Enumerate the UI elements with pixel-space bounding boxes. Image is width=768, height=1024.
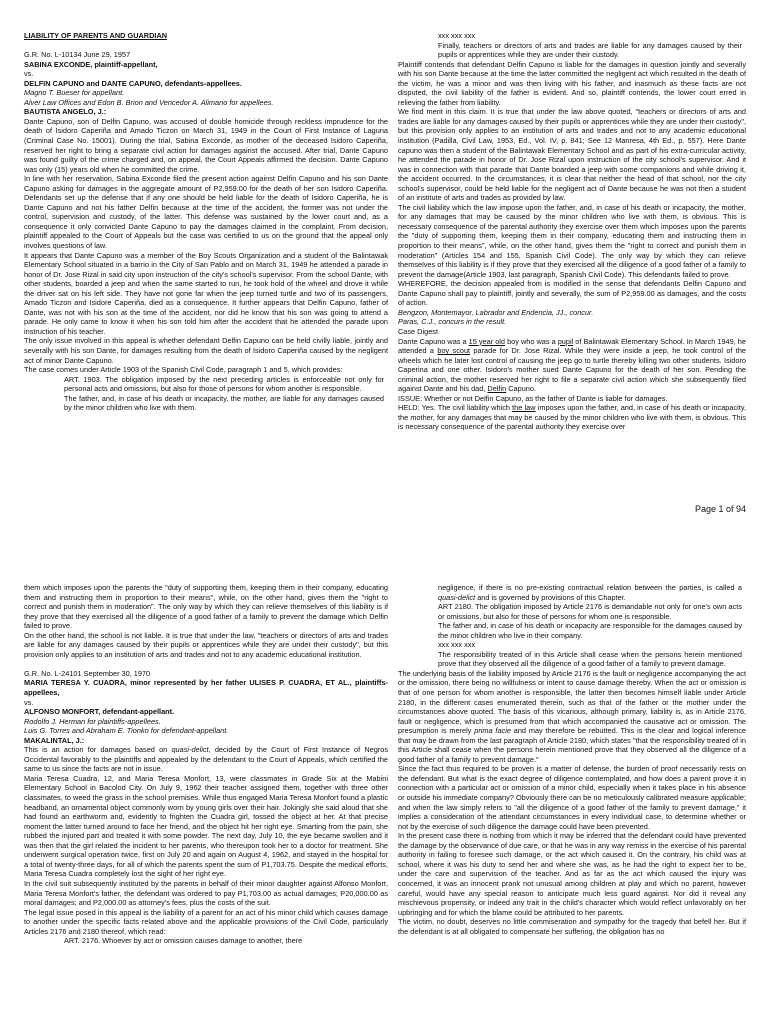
- paragraph: negligence, if there is no pre-existing contractual relation between the parties, is called a quasi-delict and is governed by provisions of this Chapter.: [438, 583, 742, 602]
- paragraph: Dante Capuno was a 15 year old boy who was a pupil of Balintawak Elementary School. In March 1949, he attended a boy scout parade for Dr. Jose Rizal. While they were inside a jeep, he took control of the wheels which he later lost control of causing the jeep go to turtle thereby killing two other students. Isidoro Caperina and one other. Isidoro's mother sued Dante Capuno for the death of her son. Pending the criminal action, the mother reserved her right to file a separate civil action which she subsequently filed against Dante and his dad, Delfin Capuno.: [398, 336, 746, 394]
- paragraph: LIABILITY OF PARENTS AND GUARDIAN: [24, 31, 168, 40]
- paragraph: SABINA EXCONDE, plaintiff-appellant,: [24, 59, 158, 69]
- paragraph: DELFIN CAPUNO and DANTE CAPUNO, defendants-appellees.: [24, 78, 242, 88]
- paragraph: Maria Teresa Cuadra, 12, and Maria Teresa Monfort, 13, were classmates in Grade Six at the Mabini Elementary School in Bacolod City. On July 9, 1962 their teacher assigned them, together with three other classmates, to weed the grass in the school premises. While thus engaged Maria Teresa Monfort found a plastic headband, an ornamental object commonly worn by young girls over their hair. Jokingly she said aloud that she had found an earthworm and, evidently to frighten the Cuadra girl, tossed the object at her. At that precise moment the latter turned around to face her friend, and the object hit her right eye. Smarting from the pain, she rubbed the injured part and treated it with some powder. The next day, July 10, the eye became swollen and it was then that the girl related the incident to her parents, who thereupon took her to a doctor for treatment. She underwent surgical operation twice, first on July 20 and again on August 4, 1962, and stayed in the hospital for a total of twenty-three days, for all of which the parents spent the sum of P1,703.75. Despite the medical efforts, Maria Teresa Cuadra completely lost the sight of her right eye.: [24, 773, 388, 879]
- paragraph: The only issue involved in this appeal is whether defendant Delfin Capuno can be held civilly liable, jointly and severally with his son Dante, for damages resulting from the death of Isidoro Caperiña caused by the negligent act of minor Dante Capuno.: [24, 336, 388, 365]
- paragraph: G.R. No. L-10134 June 29, 1957: [24, 50, 131, 60]
- page-number: Page 1 of 94: [694, 504, 746, 514]
- paragraph: In the civil suit subsequently instituted by the parents in behalf of their minor daughter against Alfonso Monfort, Maria Teresa Monfort's father, the defendant was ordered to pay P1,703.00 as actual damages; P20,000.00 as moral damages; and P2,000.00 as attorney's fees, plus the costs of the suit.: [24, 878, 388, 908]
- paragraph: The responsibility treated of in this Article shall cease when the persons herein mentioned prove that they observed all the diligence of a good father of a family to prevent damage.: [438, 649, 742, 669]
- page2-right-column: [398, 583, 746, 936]
- paragraph: [24, 659, 388, 669]
- paragraph: We find merit in this claim. It is true that under the law above quoted, "teachers or directors of arts and trades are liable for any damages caused by their pupils or apprentices while they are under their custody", but this provision only applies to an institution of arts and trades and not to any academic educational institution (Padilla, Civil Law, 1953, Ed., Vol. IV, p. 841; See 12 Manresa, 4th Ed., p. 557). Here Dante capuno was then a student of the Balintawak Elementary School and as part of his extra-curricular activity, he attended the parade in honor of Dr. Jose Rizal upon instruction of the city school's supervisor. And it was in connection with that parade that Dante boarded a jeep with some companions and while driving it, the accident occurred. In the circumstances, it is clear that neither the head of that school, nor the city school's supervisor, could be held liable for the negligent act of Dante because he was not then a student of an institute of arts and trades as provided by law.: [398, 107, 746, 203]
- paragraph: In line with her reservation, Sabina Exconde filed the present action against Delfin Capuno and his son Dante Capuno asking for damages in the aggregate amount of P2,959.00 for the death of her son Isidoro Caperiña. Defendants set up the defense that if any one should be held liable for the death of Isidoro Caperiña, he is Dante Capuno and not his father Delfin because at the time of the accident, the former was not under the control, supervision and custody, of the latter. This defense was sustained by the lower court and, as a consequence it only convicted Dante Capuno to pay the damages claimed in the complaint. From decision, plaintiff appealed to the Court of Appeals but the case was certified to us on the ground that the appeal only involves questions of law.: [24, 174, 388, 250]
- paragraph: ALFONSO MONFORT, defendant-appellant.: [24, 707, 175, 717]
- page-gap: [0, 528, 768, 569]
- paragraph: BAUTISTA ANGELO, J.:: [24, 107, 107, 117]
- paragraph: The case comes under Article 1903 of the Spanish Civil Code, paragraph 1 and 5, which provides:: [24, 365, 343, 375]
- paragraph: them which imposes upon the parents the "duty of supporting them, keeping them in their company, educating them and instructing them in proportion to their means", while, on the other hand, gives them the "right to correct and punish them in moderation". The only way by which they can relieve themselves of this liability is if they prove that they exercised all the diligence of a good father of a family to prevent the damage which Delfin failed to prove.: [24, 583, 388, 631]
- paragraph: The father and, in case of his death or incapacity are responsible for the damages caused by the minor children who live in their company.: [438, 621, 742, 640]
- paragraph: MARIA TERESA Y. CUADRA, minor represented by her father ULISES P. CUADRA, ET AL., plaintiffs-appellees,: [24, 678, 388, 698]
- paragraph: Plaintiff contends that defendant Delfin Capuno is liable for the damages in question jointly and severally with his son Dante because at the time the latter committed the negligent act which resulted in the death of the victim, he was a minor and was then living with his father, and inasmuch as these facts are not disputed, the civil liability of the father is evident. And so, plaintiff contends, the lower court erred in relieving the father from liability.: [398, 59, 746, 107]
- paragraph: Paras, C.J., concurs in the result.: [398, 317, 507, 327]
- paragraph: Finally, teachers or directors of arts and trades are liable for any damages caused by their pupils or apprentices while they are under their custody.: [438, 40, 742, 60]
- paragraph: G.R. No. L-24101 September 30, 1970: [24, 668, 151, 678]
- paragraph: Case Digest: [398, 326, 438, 336]
- paragraph: ART 2180. The obligation imposed by Article 2176 is demandable not only for one's own acts or omissions, but also for those of persons for whom one is responsible.: [438, 602, 742, 621]
- paragraph: Rodolfo J. Herman for plaintiffs-appellees.: [24, 716, 161, 726]
- paragraph: xxx xxx xxx: [438, 31, 476, 40]
- paragraph: The father, and, in case of his death or incapacity, the mother, are liable for any damages caused by the minor children who live with them.: [64, 393, 384, 413]
- paragraph: ISSUE: Whether or not Delfin Capuno, as the father of Dante is liable for damages.: [398, 393, 668, 403]
- paragraph: Alver Law Offices and Edon B. Brion and Vencedor A. Alimario for appellees.: [24, 97, 274, 107]
- paragraph: xxx xxx xxx: [438, 640, 476, 650]
- paragraph: This is an action for damages based on quasi-delict, decided by the Court of First Instance of Negros Occidental favorably to the plaintiffs and appealed by the defendant to the Court of Appeals, which certified the same to us since the facts are not in issue.: [24, 745, 388, 774]
- paragraph: The victim, no doubt, deserves no little commiseration and sympathy for the tragedy that befell her. But if the defendant is at all obligated to compensate her suffering, the obligation has no: [398, 917, 746, 936]
- paragraph: The civil liability which the law impose upon the father, and, in case of his death or incapacity, the mother, for any damages that may be caused by the minor children who live with them, is obvious. This is necessary consequence of the parental authority they exercise over them which imposes upon the parents the "duty of supporting them, keeping them in their company, educating them and instructing them in proportion to their means", while, on the other hand, gives them the "right to correct and punish them in moderation" (Articles 154 and 155, Spanish Civil Code). The only way by which they can relieve themselves of this liability is if they prove that they exercised all the diligence of a good father of a family to prevent the damage(Article 1903, last paragraph, Spanish Civil Code). This defendants failed to prove.: [398, 202, 746, 279]
- paragraph: HELD: Yes. The civil liability which the law imposes upon the father, and, in case of his death or incapacity, the mother, for any damages that may be caused by the minor children who live with them, is obvious. This is necessary consequence of the parental authority they exercise over: [398, 403, 746, 432]
- page1-right-column: [398, 31, 746, 432]
- paragraph: vs.: [24, 697, 34, 707]
- page2-left-column: [24, 583, 388, 946]
- paragraph: Bengzon, Montemayor, Labrador and Endencia, JJ., concur.: [398, 307, 594, 317]
- paragraph: Since the fact thus required to be proven is a matter of defense, the burden of proof necessarily rests on the defendant. But what is the exact degree of diligence contemplated, and how does a parent prove it in connection with a particular act or omission of a minor child, especially when it takes place in his absence or outside his immediate company? Obviously there can be no meticulously calibrated measure applicable; and when the law simply refers to "all the diligence of a good father of the family to prevent damage," it implies a consideration of the attendant circumstances in every individual case, to determine whether or not by the exercise of such diligence the damage could have been prevented.: [398, 764, 746, 831]
- paragraph: In the present case there is nothing from which it may be inferred that the defendant could have prevented the damage by the observance of due care, or that he was in any way remiss in the exercise of his parental authority in failing to foresee such damage, or the act which caused it. On the contrary, his child was at school, where it was his duty to send her and where she was, as he had the right to expect her to be, under the care and supervision of the teacher. And as far as the act which caused the injury was concerned, it was an innocent prank not unusual among children at play and which no parent, however careful, would have any special reason to anticipate much less guard against. Nor did it reveal any mischievous propensity, or indeed any trait in the child's character which would reflect unfavorably on her upbringing and for which the blame could be attributed to her parents.: [398, 831, 746, 917]
- paragraph: vs.: [24, 69, 34, 79]
- paragraph: ART. 1903. The obligation imposed by the next preceding articles is enforceable not only for personal acts and omissions, but also for those of persons for whom another is responsible.: [64, 374, 384, 394]
- paragraph: Magno T. Bueser for appellant.: [24, 88, 125, 98]
- paragraph: The legal issue posed in this appeal is the liability of a parent for an act of his minor child which causes damage to another under the specific facts related above and the applicable provisions of the Civil Code, particularly Articles 2176 and 2180 thereof, which read:: [24, 907, 388, 936]
- paragraph: ART. 2176. Whoever by act or omission causes damage to another, there: [64, 936, 303, 946]
- paragraph: WHEREFORE, the decision appealed from is modified in the sense that defendants Delfin Capuno and Dante Capuno shall pay to plaintiff, jointly and severally, the sum of P2,959.00 as damages, and the costs of action.: [398, 279, 746, 308]
- paragraph: The underlying basis of the liability imposed by Article 2176 is the fault or negligence accompanying the act or the omission, there being no willfulness or intent to cause damage thereby. When the act or omission is that of one person for whom another is responsible, the latter then becomes himself liable under Article 2180, in the different cases enumerated therein, such as that of the father or the mother under the circumstances above quoted. The basis of this vicarious, although primary, liability is, as in Article 2176, fault or negligence, which is presumed from that which accompanied the causative act or omission. The presumption is merely prima facie and may therefore be rebutted. This is the clear and logical inference that may be drawn from the last paragraph of Article 2180, which states "that the responsibility treated of in this Article shall cease when the persons herein mentioned prove that they observed all the diligence of a good father of a family to prevent damage.": [398, 668, 746, 764]
- paragraph: On the other hand, the school is not liable. It is true that under the law, "teachers or directors of arts and trades are liable for any damages caused by their pupils or apprentices while they are under their custody", but this provision only applies to an institution of arts and trades and not to any academic educational institution.: [24, 630, 388, 659]
- paragraph: MAKALINTAL, J.:: [24, 735, 85, 745]
- page1-left-column: [24, 31, 388, 413]
- paragraph: Luis G. Torres and Abraham E. Tionko for defendant-appellant.: [24, 726, 229, 736]
- paragraph: Dante Capuno, son of Delfin Capuno, was accused of double homicide through reckless imprudence for the death of Isidoro Caperiña and Amado Ticzon on March 31, 1949 in the Court of First Instance of Laguna (Criminal Case No. 15001). During the trial, Sabina Exconde, as mother of the deceased Isidoro Caperiña, reserved her right to bring a separate civil action for damages against the accused. After trial, Dante Capuno was found guilty of the crime charged and, on appeal, the Court Appeals affirmed the decision. Dante Capuno was only (15) years old when he committed the crime.: [24, 116, 388, 174]
- paragraph: It appears that Dante Capuno was a member of the Boy Scouts Organization and a student of the Balintawak Elementary School situated in a barrio in the City of San Pablo and on March 31, 1949 he attended a parade in honor of Dr. Jose Rizal in said city upon instruction of the city's school's supervisor. From the school Dante, with other students, boarded a jeep and when the same started to run, he took hold of the wheel and drove it while the driver sat on his left side. They have not gone far when the jeep turned turtle and two of its passengers, Amado Ticzon and Isidore Caperiña, died as a consequence. It further appears that Delfin Capuno, father of Dante, was not with his son at the time of the accident, nor did he know that his son was going to attend a parade. He only came to know it when his son told him after the accident that he attended the parade upon instruction of his teacher.: [24, 250, 388, 336]
